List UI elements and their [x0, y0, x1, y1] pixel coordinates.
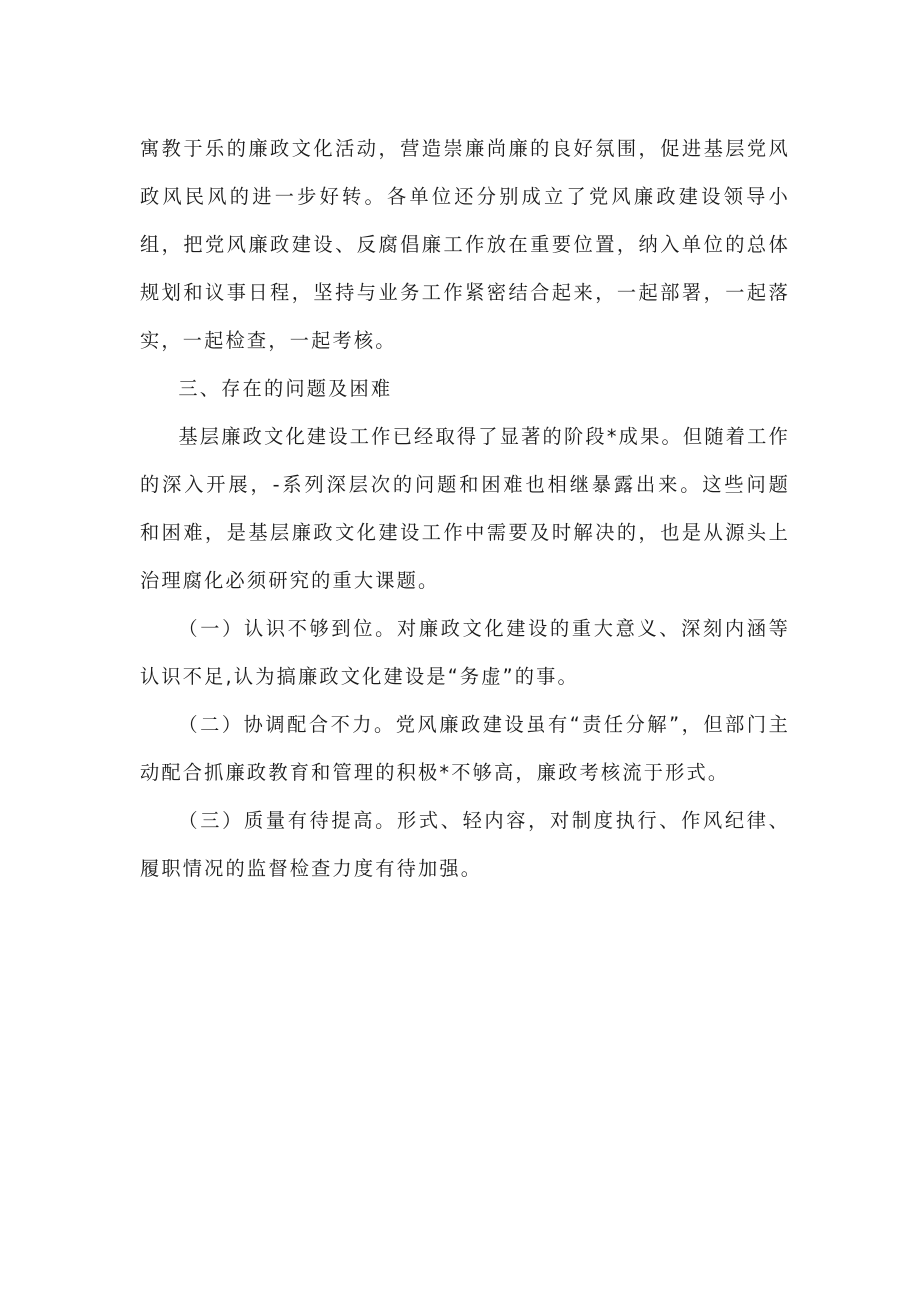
section-heading-3: 三、存在的问题及困难: [178, 377, 393, 400]
paragraph-item-1: （一）认识不够到位。对廉政文化建设的重大意义、深刻内涵等认识不足,认为搞廉政文化建设是“务虚”的事。: [140, 617, 790, 688]
paragraph-item-2: （二）协调配合不力。党风廉政建设虽有“责任分解”，但部门主动配合抓廉政教育和管理的积极*不够高，廉政考核流于形式。: [140, 713, 790, 784]
document-body: [140, 125, 790, 893]
paragraph-problems-intro: 基层廉政文化建设工作已经取得了显著的阶段*成果。但随着工作的深入开展，-系列深层次的问题和困难也相继暴露出来。这些问题和困难，是基层廉政文化建设工作中需要及时解决的，也是从源头上治理腐化必须研究的重大课题。: [140, 425, 790, 592]
paragraph-continuation: 寓教于乐的廉政文化活动，营造崇廉尚廉的良好氛围，促进基层党风政风民风的进一步好转。各单位还分别成立了党风廉政建设领导小组，把党风廉政建设、反腐倡廉工作放在重要位置，纳入单位的总体规划和议事日程，坚持与业务工作紧密结合起来，一起部署，一起落实，一起检查，一起考核。: [140, 137, 790, 352]
paragraph-item-3: （三）质量有待提高。形式、轻内容，对制度执行、作风纪律、履职情况的监督检查力度有待加强。: [140, 809, 790, 880]
